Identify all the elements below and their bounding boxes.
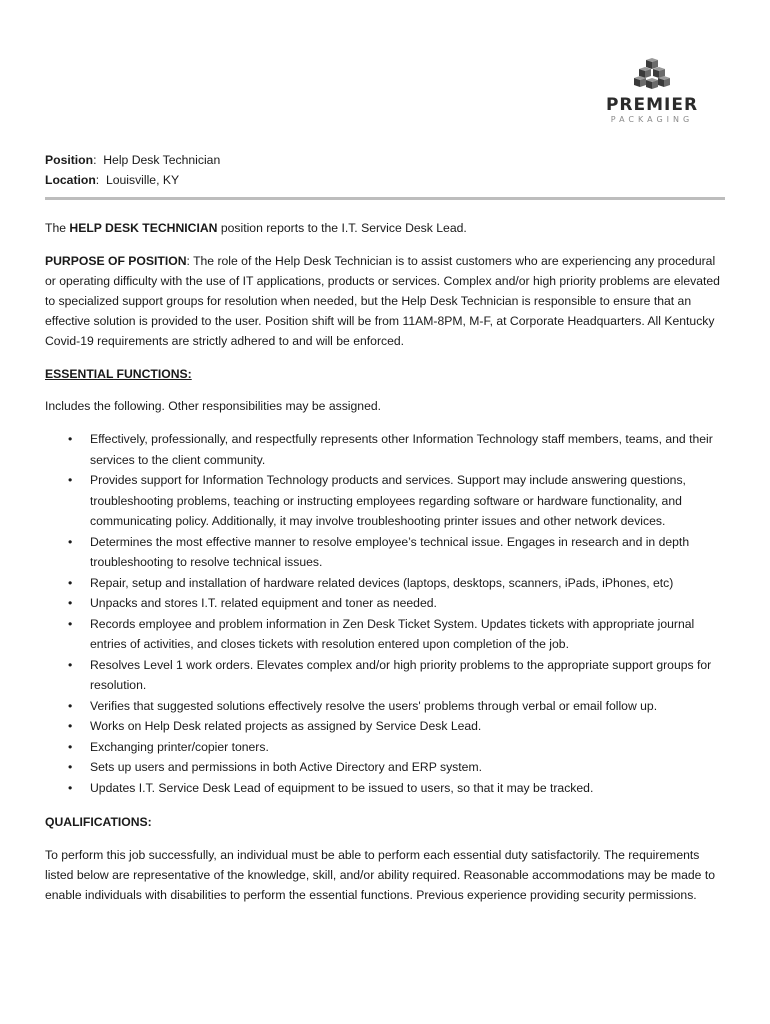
list-item [68,573,725,594]
intro-paragraph [45,218,725,238]
purpose-paragraph [45,251,725,351]
bullet: • [68,534,73,549]
list-item-text: Determines the most effective manner to resolve employee’s technical issue. Engages in research and in depth troubleshooting to resolve technical issues. [90,534,690,569]
bullet: • [68,760,73,774]
bullet: • [68,657,73,672]
location-line: Location: Louisville, KY [45,173,180,187]
qualifications-paragraph: To perform this job successfully, an individual must be able to perform each essential duty satisfactorily. The requirements listed below are representative of the knowledge, skill, and/or ability required. Reasonable accommodations may be made to enable individuals with disabilities to perform the essential functions. Previous experience providing security permissions. [45,848,716,902]
cubes-logo-icon [632,58,672,96]
intro-job-title: HELP DESK TECHNICIAN [69,221,218,235]
list-item [68,757,725,778]
list-item [68,696,725,717]
list-item [68,614,725,655]
bullet: • [68,575,73,590]
bullet: • [68,616,73,631]
location-label: Location [45,173,96,187]
list-item [68,716,725,737]
purpose-label: PURPOSE OF POSITION [45,254,187,268]
essential-intro: Includes the following. Other responsibilities may be assigned. [45,399,382,413]
logo-name: PREMIER [605,95,699,115]
position-value: Help Desk Technician [103,153,221,167]
list-item-text: Exchanging printer/copier toners. [90,739,269,754]
bullet: • [68,596,73,610]
qualifications-heading: QUALIFICATIONS: [45,815,152,829]
bullet: • [68,698,73,713]
purpose-text: : The role of the Help Desk Technician is to assist customers who are experiencing any procedural or operating difficulty with the use of IT applications, products or services. Complex and/or high priority problems are elevated to specialized support groups for resolution when needed, but the Help Desk Technician is responsible to ensure that an effective solution is provided to the user. Position shift will be from 11AM-8PM, M-F, at Corporate Headquarters. All Kentucky Covid-19 requirements are strictly adhered to and will be enforced. [45,254,720,348]
list-item [68,429,725,470]
position-label: Position [45,153,94,167]
location-value: Louisville, KY [105,173,180,187]
intro-suffix: position reports to the I.T. Service Desk Lead. [217,221,467,235]
list-item-text: Works on Help Desk related projects as assigned by Service Desk Lead. [90,719,482,733]
list-item [68,655,725,696]
list-item-text: Verifies that suggested solutions effectively resolve the users' problems through verbal or email follow up. [90,698,658,713]
list-item-text: Resolves Level 1 work orders. Elevates complex and/or high priority problems to the appropriate support groups for resolution. [90,657,712,692]
bullet: • [68,719,73,733]
header-divider [45,197,725,200]
bullet: • [68,432,73,446]
logo-tagline: PACKAGING [610,115,694,124]
bullet: • [68,780,73,795]
list-item-text: Records employee and problem information in Zen Desk Ticket System. Updates tickets with appropriate journal entries of activities, and closes tickets with resolution entered upon completion of the job. [90,616,695,651]
bullet: • [68,739,73,754]
list-item-text: Unpacks and stores I.T. related equipment and toner as needed. [90,596,437,610]
list-item [68,778,725,799]
list-item-text: Sets up users and permissions in both Active Directory and ERP system. [90,760,482,774]
list-item [68,470,725,532]
intro-prefix: The [45,221,70,235]
bullet: • [68,473,73,487]
list-item [68,532,725,573]
list-item [68,593,725,614]
company-logo [596,58,708,126]
list-item-text: Effectively, professionally, and respectfully represents other Information Technology staff members, teams, and their services to the client community. [90,432,713,467]
document-body [45,150,725,918]
essential-functions-heading: ESSENTIAL FUNCTIONS: [45,367,192,381]
list-item-text: Updates I.T. Service Desk Lead of equipment to be issued to users, so that it may be tracked. [90,780,594,795]
list-item-text: Repair, setup and installation of hardware related devices (laptops, desktops, scanners, iPads, iPhones, etc) [90,575,674,590]
list-item [68,737,725,758]
position-line: Position: Help Desk Technician [45,153,221,167]
essential-functions-list [45,429,725,798]
list-item-text: Provides support for Information Technology products and services. Support may include answering questions, troubleshooting problems, teaching or instructing employees regarding software or hardware functionality, and communicating policy. Additionally, it may involve troubleshooting printer issues and other network devices. [90,473,686,528]
